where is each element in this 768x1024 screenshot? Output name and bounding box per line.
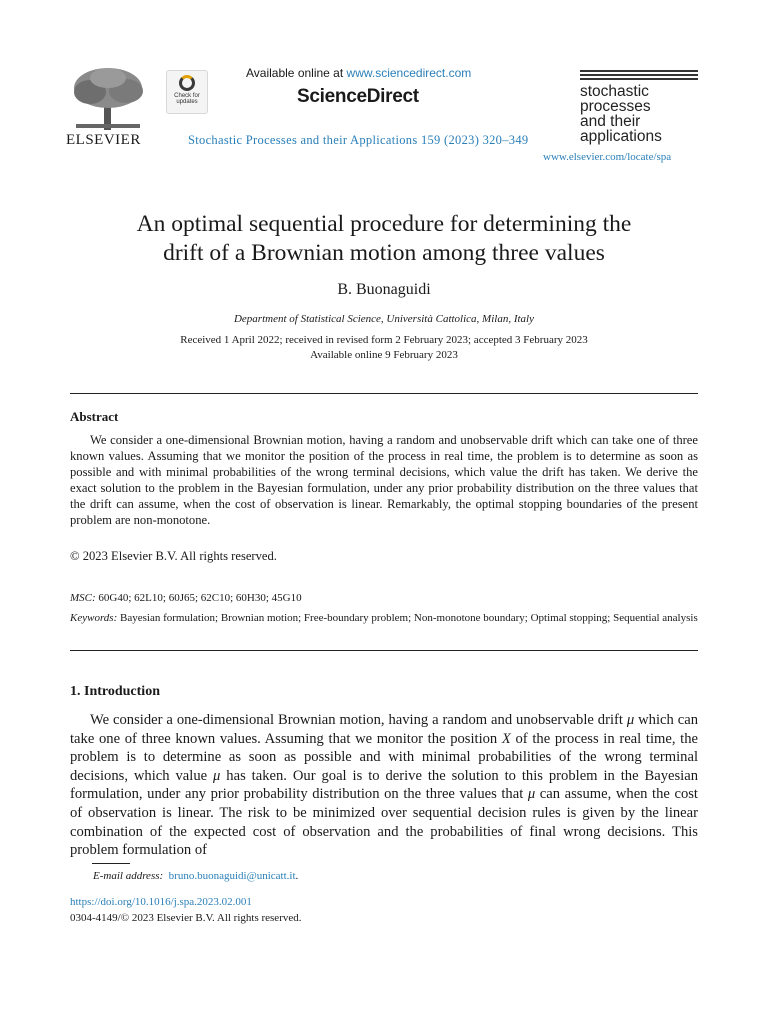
abstract-copyright: © 2023 Elsevier B.V. All rights reserved. <box>70 549 277 563</box>
email-link[interactable]: bruno.buonaguidi@unicatt.it <box>168 870 296 882</box>
received-dates: Received 1 April 2022; received in revised form 2 February 2023; accepted 3 February 2023 <box>180 334 588 346</box>
email-label: E-mail address: <box>93 870 164 882</box>
refresh-icon <box>179 75 195 91</box>
journal-logo-line: and their <box>580 113 641 130</box>
intro-text: of the process in real time, the problem is to determine as soon as possible and with minimal probabilities of the wrong terminal decisions, which value <box>70 730 698 784</box>
msc-codes <box>70 592 302 604</box>
intro-text: which can take one of three known values. Assuming that we monitor the position <box>70 712 698 747</box>
intro-text: has taken. Our goal is to derive the solution to this problem in the Bayesian formulation, under any prior probability distribution on the three values that <box>70 767 698 803</box>
check-for-updates-badge[interactable] <box>166 70 208 114</box>
article-title <box>70 210 698 268</box>
journal-logo <box>580 70 698 144</box>
check-updates-label: Check for updates <box>174 93 200 105</box>
journal-reference-link[interactable]: Stochastic Processes and their Applications 159 (2023) 320–349 <box>188 133 529 147</box>
keywords <box>70 610 698 626</box>
title-line-2: drift of a Brownian motion among three values <box>163 240 605 266</box>
available-online <box>246 66 471 80</box>
divider <box>70 650 698 651</box>
journal-logo-line: stochastic <box>580 83 649 100</box>
msc-values: 60G40; 62L10; 60J65; 62C10; 60H30; 45G10 <box>95 592 302 604</box>
abstract-text: We consider a one-dimensional Brownian motion, having a random and unobservable drift which can take one of three known values. Assuming that we monitor the position of the process in real time, the problem is to determine as soon as possible and with minimal probabilities of the wrong terminal decisions, which value the drift has taken. We derive the exact solution to the problem in the Bayesian formulation, under any prior probability distribution on the three values that the drift can assume, when the cost of observation is linear. Remarkably, the optimal stopping boundaries of the present problem are non-monotone. <box>70 433 698 528</box>
affiliation: Department of Statistical Science, Università Cattolica, Milan, Italy <box>233 313 534 325</box>
journal-url-link[interactable]: www.elsevier.com/locate/spa <box>543 151 672 163</box>
email-footnote <box>93 870 298 882</box>
intro-text: can assume, when the cost of observation is linear. The risk to be minimized over sequential decision rules is given by the linear combination of the expected cost of observation and the probabilities of final wrong decisions. This problem formulation of <box>70 786 698 859</box>
sciencedirect-logo: ScienceDirect <box>297 86 419 107</box>
author: B. Buonaguidi <box>337 281 431 298</box>
journal-logo-line: applications <box>580 128 662 145</box>
available-online-label: Available online at <box>246 66 347 80</box>
math-x: X <box>501 730 511 747</box>
doi-link[interactable]: https://doi.org/10.1016/j.spa.2023.02.001 <box>70 896 252 908</box>
keywords-values: Bayesian formulation; Brownian motion; Free-boundary problem; Non-monotone boundary; Optimal stopping; Sequential analysis <box>117 612 698 624</box>
msc-label: MSC: <box>70 592 96 604</box>
sciencedirect-link[interactable]: www.sciencedirect.com <box>346 66 472 80</box>
math-mu: μ <box>527 786 536 803</box>
email-period: . <box>295 870 299 882</box>
introduction-paragraph <box>70 711 698 860</box>
article-dates <box>70 333 698 363</box>
footnote-rule <box>92 863 130 864</box>
title-line-1: An optimal sequential procedure for determining the <box>136 211 632 237</box>
math-mu: μ <box>213 767 221 784</box>
journal-logo-line: processes <box>580 98 651 115</box>
available-date: Available online 9 February 2023 <box>310 349 458 361</box>
section-heading: 1. Introduction <box>70 684 160 699</box>
divider <box>70 393 698 394</box>
publisher-name: ELSEVIER <box>66 132 141 148</box>
abstract-heading: Abstract <box>70 409 119 424</box>
math-mu: μ <box>626 712 635 728</box>
keywords-label: Keywords: <box>70 612 118 624</box>
intro-text: We consider a one-dimensional Brownian motion, having a random and unobservable drift <box>90 712 627 728</box>
issn-copyright: 0304-4149/© 2023 Elsevier B.V. All rights reserved. <box>70 912 302 924</box>
